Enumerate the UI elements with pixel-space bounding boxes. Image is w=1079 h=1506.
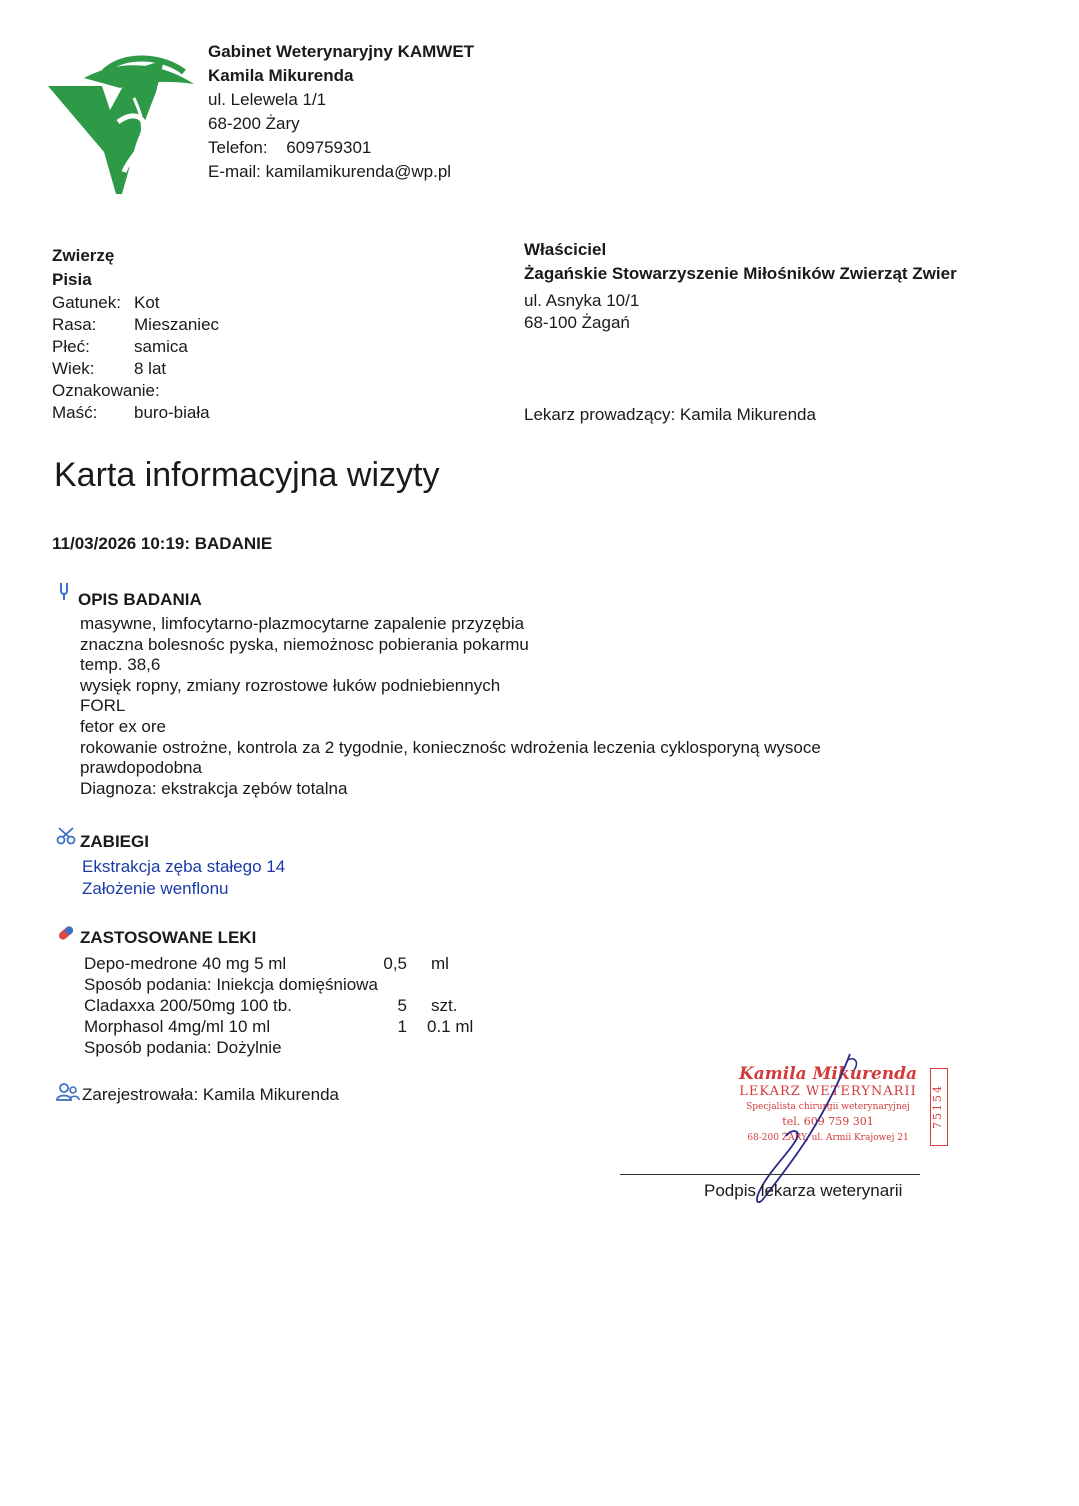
clinic-phone: [208, 136, 371, 160]
stamp-name: Kamila Mikurenda: [738, 1064, 918, 1084]
stamp-phone: tel. 609 759 301: [782, 1115, 874, 1128]
exam-line: fetor ex ore: [80, 716, 166, 736]
registered-by: Zarejestrowała: Kamila Mikurenda: [82, 1085, 339, 1104]
animal-field-species: Gatunek: Kot: [52, 293, 160, 312]
signature-label: Podpis lekarza weterynarii: [704, 1181, 903, 1200]
exam-line: FORL: [80, 696, 126, 716]
visit-datetime: 11/03/2026 10:19: BADANIE: [52, 534, 273, 553]
clinic-email: [208, 160, 451, 184]
clinic-phone-label: Telefon:: [208, 138, 268, 157]
exam-line: znaczna bolesnośc pyska, niemożnosc pobierania pokarmu: [80, 634, 529, 654]
med-row: Depo-medrone 40 mg 5 ml 0,5 ml: [84, 954, 449, 973]
owner-heading: Właściciel: [524, 240, 607, 259]
clinic-logo: [44, 52, 204, 200]
users-icon: [56, 1082, 80, 1102]
stamp-title: LEKARZ WETERYNARII: [739, 1084, 917, 1099]
med-route: Sposób podania: Iniekcja domięśniowa: [84, 975, 378, 994]
exam-line: Diagnoza: ekstrakcja zębów totalna: [80, 778, 348, 798]
animal-name: Pisia: [52, 270, 92, 289]
stamp-specialty: Specjalista chirurgii weterynaryjnej: [746, 1102, 910, 1112]
exam-line: temp. 38,6: [80, 655, 161, 675]
exam-line: masywne, limfocytarno-plazmocytarne zapalenie przyzębia: [80, 614, 525, 633]
clinic-street: ul. Lelewela 1/1: [208, 90, 327, 109]
owner-city: 68-100 Żagań: [524, 313, 630, 332]
stamp-number: 75154: [930, 1068, 948, 1146]
animal-fields: [52, 292, 219, 424]
scissors-icon: [56, 826, 78, 846]
owner-street: ul. Asnyka 10/1: [524, 291, 640, 310]
document-title: Karta informacyjna wizyty: [54, 456, 440, 494]
procedures-list: [82, 856, 285, 900]
stethoscope-icon: [58, 582, 70, 602]
med-row: Cladaxxa 200/50mg 100 tb. 5 szt.: [84, 996, 458, 1015]
animal-field-breed: Rasa: Mieszaniec: [52, 315, 220, 334]
clinic-name: Gabinet Weterynaryjny KAMWET: [208, 42, 475, 61]
animal-field-marking: Oznakowanie:: [52, 381, 160, 400]
exam-description: [80, 614, 821, 799]
signature-line: [620, 1174, 920, 1175]
clinic-email-value: kamilamikurenda@wp.pl: [265, 162, 452, 181]
pill-icon: [56, 924, 76, 942]
procedures-heading: ZABIEGI: [80, 832, 149, 851]
meds-table: [84, 953, 473, 1058]
meds-heading: ZASTOSOWANE LEKI: [80, 928, 257, 947]
procedure-item: Założenie wenflonu: [82, 879, 229, 898]
med-row: Morphasol 4mg/ml 10 ml 1 0.1 ml: [84, 1017, 474, 1036]
animal-field-sex: Płeć: samica: [52, 337, 188, 356]
exam-line: rokowanie ostrożne, kontrola za 2 tygodnie, koniecznośc wdrożenia leczenia cyklosporyną wysoce: [80, 737, 821, 757]
clinic-city: 68-200 Żary: [208, 114, 300, 133]
med-route: Sposób podania: Dożylnie: [84, 1038, 282, 1057]
owner-name: Żagańskie Stowarzyszenie Miłośników Zwierząt Zwier: [524, 264, 957, 283]
exam-line: wysięk ropny, zmiany rozrostowe łuków podniebiennych: [80, 675, 501, 695]
animal-field-age: Wiek: 8 lat: [52, 359, 167, 378]
exam-line: prawdopodobna: [80, 758, 202, 778]
attending-doctor: Lekarz prowadzący: Kamila Mikurenda: [524, 405, 816, 424]
exam-heading: OPIS BADANIA: [78, 590, 202, 609]
clinic-email-label: E-mail:: [208, 162, 261, 181]
animal-field-color: Maść: buro-biała: [52, 403, 210, 422]
animal-heading: Zwierzę: [52, 246, 115, 265]
procedure-item: Ekstrakcja zęba stałego 14: [82, 857, 286, 876]
clinic-vet-name: Kamila Mikurenda: [208, 66, 354, 85]
stamp-address: 68-200 ŻARY, ul. Armii Krajowej 21: [747, 1133, 909, 1143]
clinic-phone-value: 609759301: [286, 138, 372, 157]
